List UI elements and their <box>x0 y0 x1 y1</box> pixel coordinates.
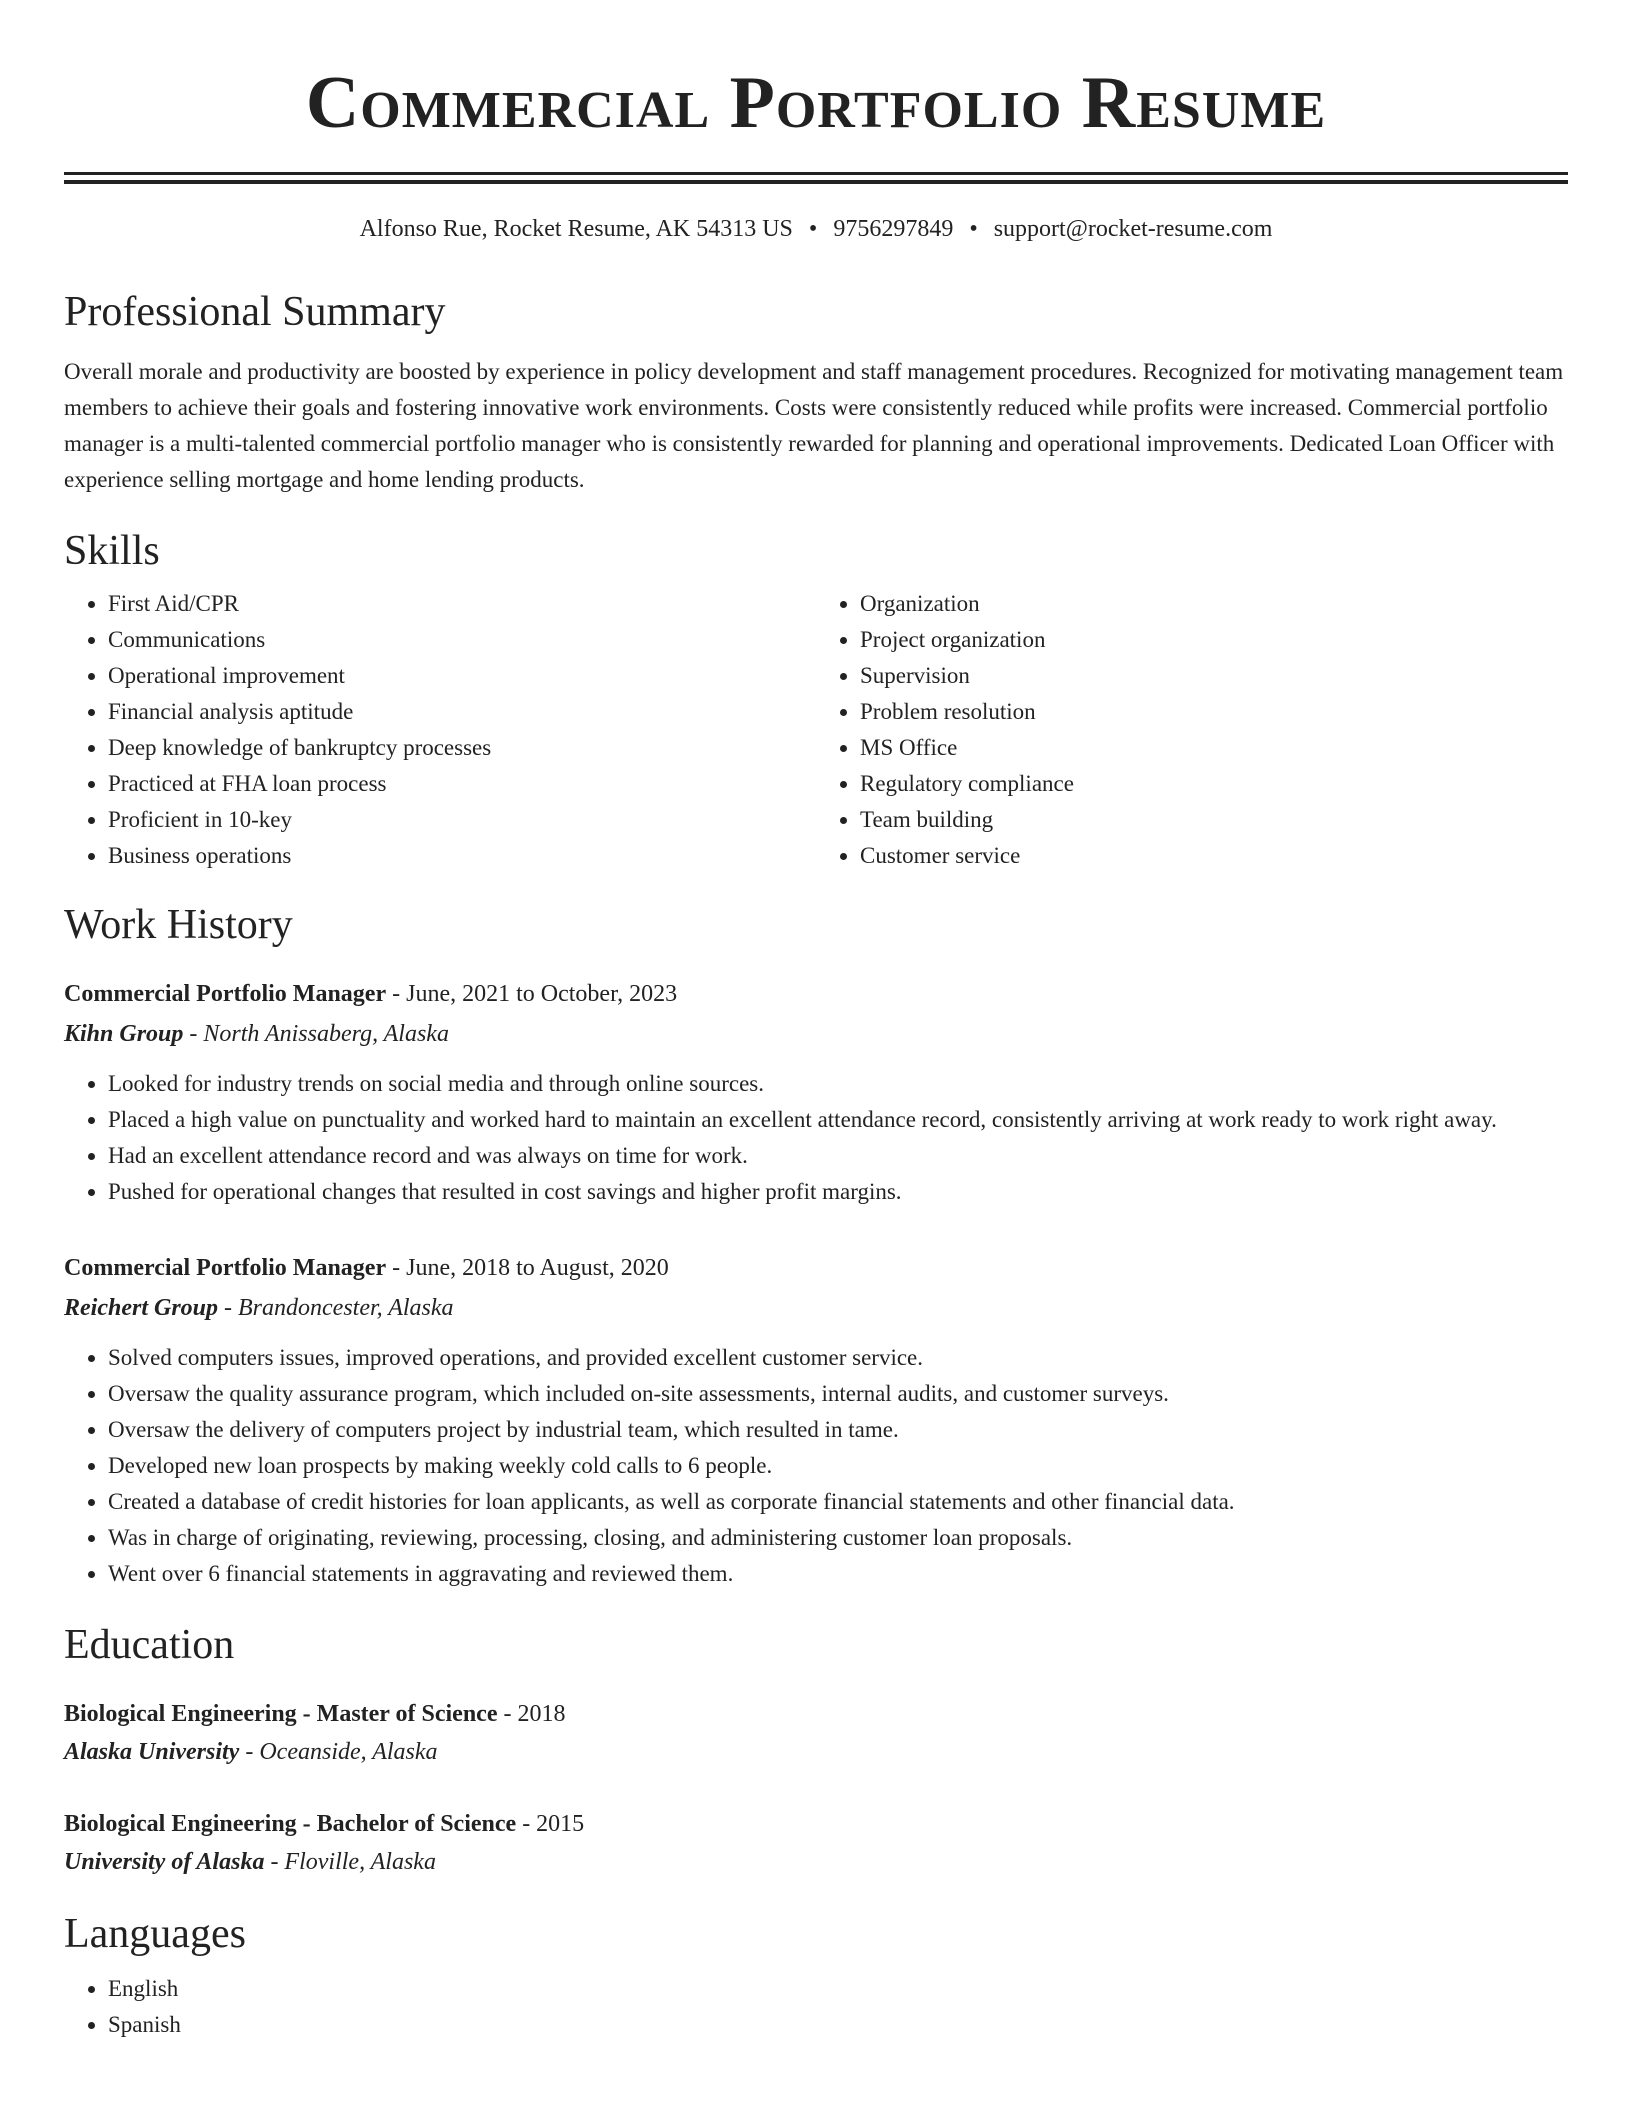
language-item: • Spanish <box>108 2007 1568 2043</box>
job-header <box>64 1248 1568 1288</box>
skill-item: • Practiced at FHA loan process <box>108 766 816 802</box>
job-bullet: • Looked for industry trends on social media and through online sources. <box>108 1066 1568 1102</box>
job-bullet: • Developed new loan prospects by making weekly cold calls to 6 people. <box>108 1448 1568 1484</box>
job-entry <box>64 974 1568 1210</box>
work-history-heading: Work History <box>64 901 293 948</box>
title-divider <box>64 172 1568 184</box>
education-school-line <box>64 1843 1568 1881</box>
job-dates: - June, 2021 to October, 2023 <box>386 981 678 1008</box>
languages-list <box>64 1971 1568 2043</box>
skill-item: • Regulatory compliance <box>860 766 1568 802</box>
job-role: Commercial Portfolio Manager <box>64 981 387 1008</box>
education-entry <box>64 1805 1568 1881</box>
education-degree: Biological Engineering - Master of Science <box>64 1700 498 1727</box>
education-location: - Oceanside, Alaska <box>239 1738 438 1765</box>
contact-address: Alfonso Rue, Rocket Resume, AK 54313 US <box>359 216 793 242</box>
job-bullet: • Was in charge of originating, reviewing, processing, closing, and administering customer loan proposals. <box>108 1520 1568 1556</box>
education-year: - 2015 <box>516 1810 585 1837</box>
contact-phone: 9756297849 <box>833 216 954 242</box>
job-bullet: • Pushed for operational changes that resulted in cost savings and higher profit margins. <box>108 1174 1568 1210</box>
job-bullets <box>64 1340 1568 1592</box>
language-item: • English <box>108 1971 1568 2007</box>
job-bullet: • Had an excellent attendance record and was always on time for work. <box>108 1138 1568 1174</box>
skill-item: • Supervision <box>860 658 1568 694</box>
job-bullet: • Solved computers issues, improved operations, and provided excellent customer service. <box>108 1340 1568 1376</box>
skill-item: • Operational improvement <box>108 658 816 694</box>
skill-item: • Business operations <box>108 838 816 874</box>
job-role: Commercial Portfolio Manager <box>64 1255 387 1282</box>
summary-heading: Professional Summary <box>64 289 446 336</box>
job-bullet: • Went over 6 financial statements in aggravating and reviewed them. <box>108 1556 1568 1592</box>
job-location: - North Anissaberg, Alaska <box>183 1021 449 1048</box>
summary-text: Overall morale and productivity are boosted by experience in policy development and staff management procedures. Recognized for motivating management team members to achieve their goals and fostering innovative work environments. Costs were consistently reduced while profits were increased. Commercial portfolio manager is a multi-talented commercial portfolio manager who is consistently rewarded for planning and operational improvements. Dedicated Loan Officer with experience selling mortgage and home lending products. <box>64 358 1564 492</box>
skill-item: • First Aid/CPR <box>108 586 816 622</box>
skill-item: • Financial analysis aptitude <box>108 694 816 730</box>
education-header <box>64 1805 1568 1843</box>
job-dates: - June, 2018 to August, 2020 <box>386 1255 669 1282</box>
page-title: Commercial Portfolio Resume <box>305 62 1327 144</box>
skill-item: • Customer service <box>860 838 1568 874</box>
skill-item: • Problem resolution <box>860 694 1568 730</box>
skill-item: • Communications <box>108 622 816 658</box>
skill-item: • Proficient in 10-key <box>108 802 816 838</box>
job-company-line <box>64 1014 1568 1054</box>
languages-heading: Languages <box>64 1910 246 1957</box>
job-bullet: • Oversaw the quality assurance program, which included on-site assessments, internal audits, and customer surveys. <box>108 1376 1568 1412</box>
education-year: - 2018 <box>497 1700 566 1727</box>
job-location: - Brandoncester, Alaska <box>218 1295 454 1322</box>
education-school-line <box>64 1733 1568 1771</box>
contact-email: support@rocket-resume.com <box>993 216 1273 242</box>
skill-item: • Project organization <box>860 622 1568 658</box>
contact-separator: • <box>969 216 978 242</box>
contact-line <box>64 214 1568 245</box>
education-entry <box>64 1695 1568 1771</box>
skills-heading: Skills <box>64 527 160 574</box>
job-header <box>64 974 1568 1014</box>
job-company: Reichert Group <box>64 1295 219 1322</box>
skill-item: • Team building <box>860 802 1568 838</box>
job-bullet: • Placed a high value on punctuality and worked hard to maintain an excellent attendance record, consistently arriving at work ready to work right away. <box>108 1102 1568 1138</box>
job-bullet: • Created a database of credit histories for loan applicants, as well as corporate financial statements and other financial data. <box>108 1484 1568 1520</box>
education-degree: Biological Engineering - Bachelor of Science <box>64 1810 517 1837</box>
education-school: Alaska University <box>64 1738 240 1765</box>
job-company: Kihn Group <box>64 1021 184 1048</box>
skill-item: • Deep knowledge of bankruptcy processes <box>108 730 816 766</box>
skills-list-left <box>64 586 816 874</box>
job-company-line <box>64 1288 1568 1328</box>
education-heading: Education <box>64 1622 235 1669</box>
contact-separator: • <box>808 216 818 242</box>
job-entry <box>64 1248 1568 1592</box>
skills-columns <box>64 586 1568 874</box>
education-header <box>64 1695 1568 1733</box>
job-bullet: • Oversaw the delivery of computers project by industrial team, which resulted in tame. <box>108 1412 1568 1448</box>
education-location: - Floville, Alaska <box>264 1848 436 1875</box>
skill-item: • MS Office <box>860 730 1568 766</box>
skill-item: • Organization <box>860 586 1568 622</box>
skills-list-right <box>816 586 1568 874</box>
education-school: University of Alaska <box>64 1848 265 1875</box>
job-bullets <box>64 1066 1568 1210</box>
